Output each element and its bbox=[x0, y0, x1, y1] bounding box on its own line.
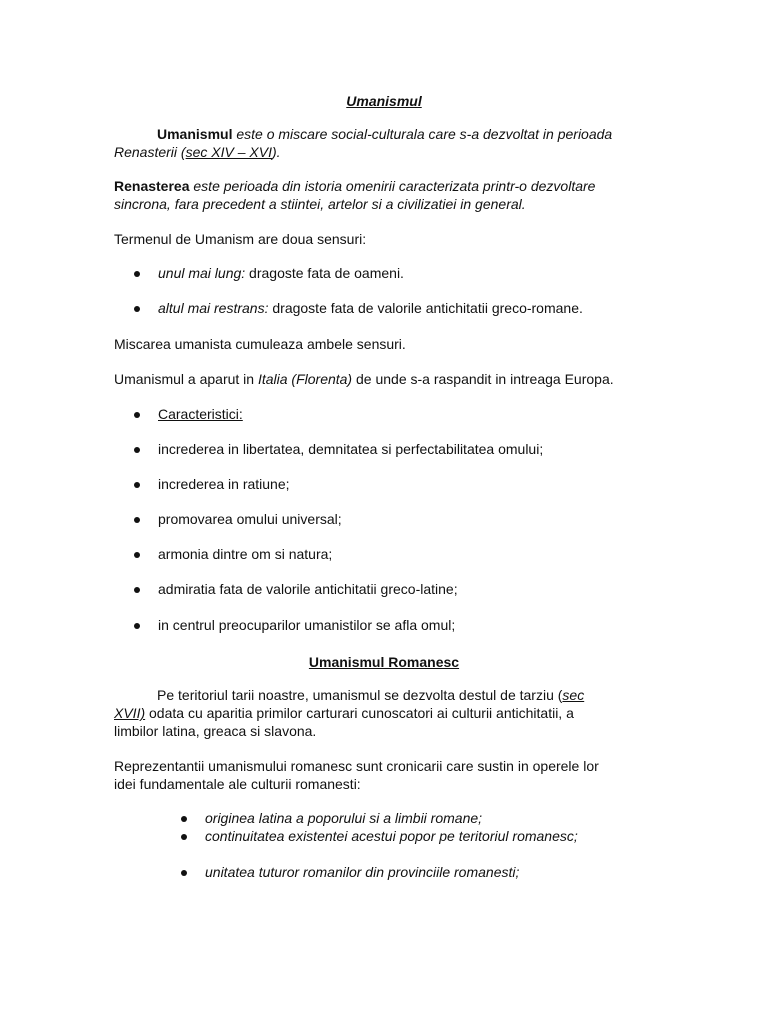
reprezentanti-line-1: Reprezentantii umanismului romanesc sunt cronicarii care sustin in operele lor bbox=[114, 758, 599, 774]
romanesc-line-3: limbilor latina, greaca si slavona. bbox=[114, 723, 317, 739]
renastere-term: Renasterea bbox=[114, 178, 190, 194]
renastere-line-2: sincrona, fara precedent a stiintei, artelor si a civilizatiei in general. bbox=[114, 196, 526, 212]
idee-item: unitatea tuturor romanilor din provinciile romanesti; bbox=[205, 864, 520, 880]
aparitie-text bbox=[114, 370, 614, 388]
cumuleaza-text: Miscarea umanista cumuleaza ambele sensuri. bbox=[114, 336, 406, 352]
bullet-dot bbox=[134, 623, 140, 629]
intro-line-2 bbox=[114, 143, 281, 161]
section-subtitle: Umanismul Romanesc bbox=[308, 654, 460, 670]
bullet-dot bbox=[134, 271, 140, 277]
sens-text: dragoste fata de valorile antichitatii greco-romane. bbox=[268, 300, 583, 316]
bullet-dot bbox=[134, 517, 140, 523]
romanesc-century-link-cont[interactable]: XVII) bbox=[114, 705, 146, 721]
termen-intro: Termenul de Umanism are doua sensuri: bbox=[114, 231, 367, 247]
renastere-line-1 bbox=[114, 177, 595, 195]
romanesc-line1-before: Pe teritoriul tarii noastre, umanismul se dezvolta destul de tarziu ( bbox=[157, 687, 563, 703]
sens-text: dragoste fata de oameni. bbox=[245, 265, 404, 281]
sens-item bbox=[158, 264, 404, 282]
intro-line-1 bbox=[157, 125, 612, 143]
caracteristica-item: armonia dintre om si natura; bbox=[158, 546, 333, 562]
caracteristici-label: Caracteristici: bbox=[158, 406, 243, 422]
intro-text: este o miscare social-culturala care s-a dezvoltat in perioada bbox=[232, 126, 613, 142]
idee-item: continuitatea existentei acestui popor pe teritoriul romanesc; bbox=[205, 828, 578, 844]
sens-item bbox=[158, 299, 583, 317]
caracteristica-item: promovarea omului universal; bbox=[158, 511, 342, 527]
bullet-dot bbox=[134, 447, 140, 453]
idee-item: originea latina a poporului si a limbii romane; bbox=[205, 810, 483, 826]
intro-line2-after: ). bbox=[271, 144, 281, 160]
sens-label: altul mai restrans: bbox=[158, 300, 269, 316]
bullet-dot bbox=[134, 306, 140, 312]
caracteristica-item: admiratia fata de valorile antichitatii greco-latine; bbox=[158, 581, 458, 597]
intro-term: Umanismul bbox=[157, 126, 233, 142]
renastere-text: este perioada din istoria omenirii caracterizata printr-o dezvoltare bbox=[189, 178, 596, 194]
bullet-dot bbox=[134, 552, 140, 558]
bullet-dot bbox=[134, 412, 140, 418]
sens-label: unul mai lung: bbox=[158, 265, 246, 281]
caracteristica-item: increderea in libertatea, demnitatea si perfectabilitatea omului; bbox=[158, 441, 544, 457]
page-title: Umanismul bbox=[346, 93, 422, 109]
bullet-dot bbox=[134, 482, 140, 488]
aparitie-before: Umanismul a aparut in bbox=[114, 371, 258, 387]
bullet-dot bbox=[181, 816, 187, 822]
romanesc-line-2 bbox=[114, 704, 574, 722]
intro-century-link[interactable]: sec XIV – XVI bbox=[185, 144, 272, 160]
romanesc-line2-after: odata cu aparitia primilor carturari cunoscatori ai culturii antichitatii, a bbox=[145, 705, 574, 721]
bullet-dot bbox=[181, 834, 187, 840]
aparitie-place: Italia (Florenta) bbox=[257, 371, 353, 387]
caracteristica-item: increderea in ratiune; bbox=[158, 476, 290, 492]
romanesc-century-link[interactable]: sec bbox=[562, 687, 585, 703]
aparitie-after: de unde s-a raspandit in intreaga Europa. bbox=[352, 371, 614, 387]
romanesc-line-1 bbox=[157, 686, 584, 704]
caracteristica-item: in centrul preocuparilor umanistilor se afla omul; bbox=[158, 617, 456, 633]
reprezentanti-line-2: idei fundamentale ale culturii romanesti: bbox=[114, 776, 361, 792]
intro-line2-before: Renasterii ( bbox=[114, 144, 186, 160]
bullet-dot bbox=[134, 587, 140, 593]
bullet-dot bbox=[181, 870, 187, 876]
